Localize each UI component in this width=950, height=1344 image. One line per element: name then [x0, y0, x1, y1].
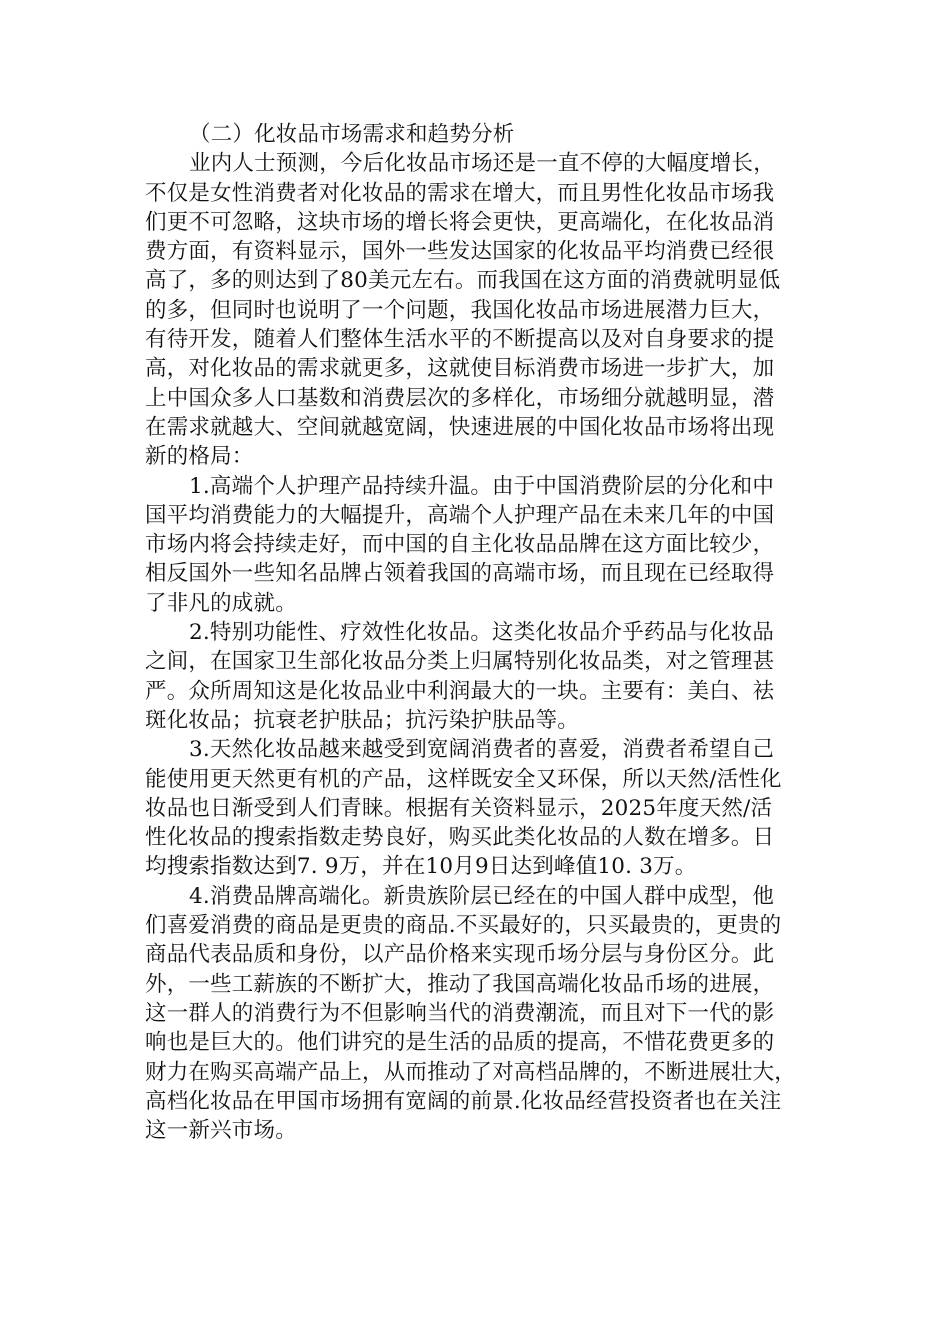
paragraph-intro	[145, 149, 813, 471]
paragraph-line: 能使用更天然更有机的产品，这样既安全又环保，所以天然/活性化	[145, 766, 782, 792]
paragraph-line: 响也是巨大的。他们讲究的是生活的品质的提高，不惜花费更多的	[145, 1030, 775, 1056]
paragraph-line: 外，一些工薪族的不断扩大，推动了我国高端化妆品币场的进展，	[145, 971, 775, 997]
paragraph-line: 2.特别功能性、疗效性化妆品。这类化妆品介乎药品与化妆品	[189, 620, 775, 646]
paragraph-line: 市场内将会持续走好，而中国的自主化妆品品牌在这方面比较少，	[145, 532, 775, 558]
paragraph-line: 们喜爱消费的商品是更贵的商品.不买最好的，只买最贵的，更贵的	[145, 913, 782, 939]
paragraph-line: 斑化妆品；抗衰老护肤品；抗污染护肤品等。	[145, 707, 580, 733]
paragraph-line: 有待开发，随着人们整体生活水平的不断提高以及对自身要求的提	[145, 327, 775, 353]
paragraph-item-4	[145, 882, 813, 1146]
paragraph-line: 高档化妆品在甲国市场拥有宽阔的前景.化妆品经营投资者也在关注	[145, 1088, 782, 1114]
paragraph-line: 费方面，有资料显示，国外一些发达国家的化妆品平均消费已经很	[145, 239, 775, 265]
paragraph-line: 高了，多的则达到了80美元左右。而我国在这方面的消费就明显低	[145, 268, 781, 294]
paragraph-line: 不仅是女性消费者对化妆品的需求在增大，而且男性化妆品市场我	[145, 180, 775, 206]
paragraph-line: 新的格局：	[145, 444, 254, 470]
paragraph-line: 在需求就越大、空间就越宽阔，快速进展的中国化妆品市场将出现	[145, 414, 775, 440]
paragraph-item-2	[145, 618, 813, 735]
paragraph-line: 之间，在国家卫生部化妆品分类上归属特别化妆品类，对之管理甚	[145, 649, 775, 675]
paragraph-line: 1.高端个人护理产品持续升温。由于中国消费阶层的分化和中	[189, 473, 775, 499]
paragraph-line: 4.消费品牌高端化。新贵族阶层已经在的中国人群中成型，他	[189, 883, 775, 909]
paragraph-line: 业内人士预测，今后化妆品市场还是一直不停的大幅度增长，	[189, 151, 775, 177]
section-heading: （二）化妆品市场需求和趋势分析	[189, 122, 515, 147]
paragraph-line: 的多，但同时也说明了一个问题，我国化妆品市场进展潜力巨大，	[145, 297, 775, 323]
paragraph-line: 均搜索指数达到7. 9万，并在10月9日达到峰值10. 3万。	[145, 854, 697, 880]
paragraph-item-3	[145, 735, 813, 881]
paragraph-line: 国平均消费能力的大幅提升，高端个人护理产品在未来几年的中国	[145, 502, 775, 528]
paragraph-line: 上中国众多人口基数和消费层次的多样化，市场细分就越明显，潜	[145, 385, 775, 411]
paragraph-line: 这一群人的消费行为不但影响当代的消费潮流，而且对下一代的影	[145, 1000, 775, 1026]
paragraph-line: 商品代表品质和身份，以产品价格来实现币场分层与身份区分。此	[145, 942, 775, 968]
paragraph-line: 财力在购买高端产品上，从而推动了对高档品牌的，不断进展壮大，	[145, 1059, 797, 1085]
paragraph-line: 们更不可忽略，这块市场的增长将会更快，更高端化，在化妆品消	[145, 209, 775, 235]
paragraph-line: 妆品也日渐受到人们青睐。根据有关资料显示，2025年度天然/活	[145, 795, 773, 821]
paragraph-line: 高，对化妆品的需求就更多，这就使目标消费市场进一步扩大，加	[145, 356, 775, 382]
paragraph-line: 严。众所周知这是化妆品业中利润最大的一块。主要有：美白、祛	[145, 678, 775, 704]
paragraph-line: 3.天然化妆品越来越受到宽阔消费者的喜爱，消费者希望自己	[189, 737, 775, 763]
paragraph-line: 相反国外一些知名品牌占领着我国的高端市场，而且现在已经取得	[145, 561, 775, 587]
paragraph-line: 了非凡的成就。	[145, 590, 297, 616]
paragraph-line: 这一新兴市场。	[145, 1118, 297, 1144]
document-body	[145, 120, 813, 1145]
paragraph-item-1	[145, 472, 813, 618]
paragraph-line: 性化妆品的搜索指数走势良好，购买此类化妆品的人数在增多。日	[145, 825, 775, 851]
